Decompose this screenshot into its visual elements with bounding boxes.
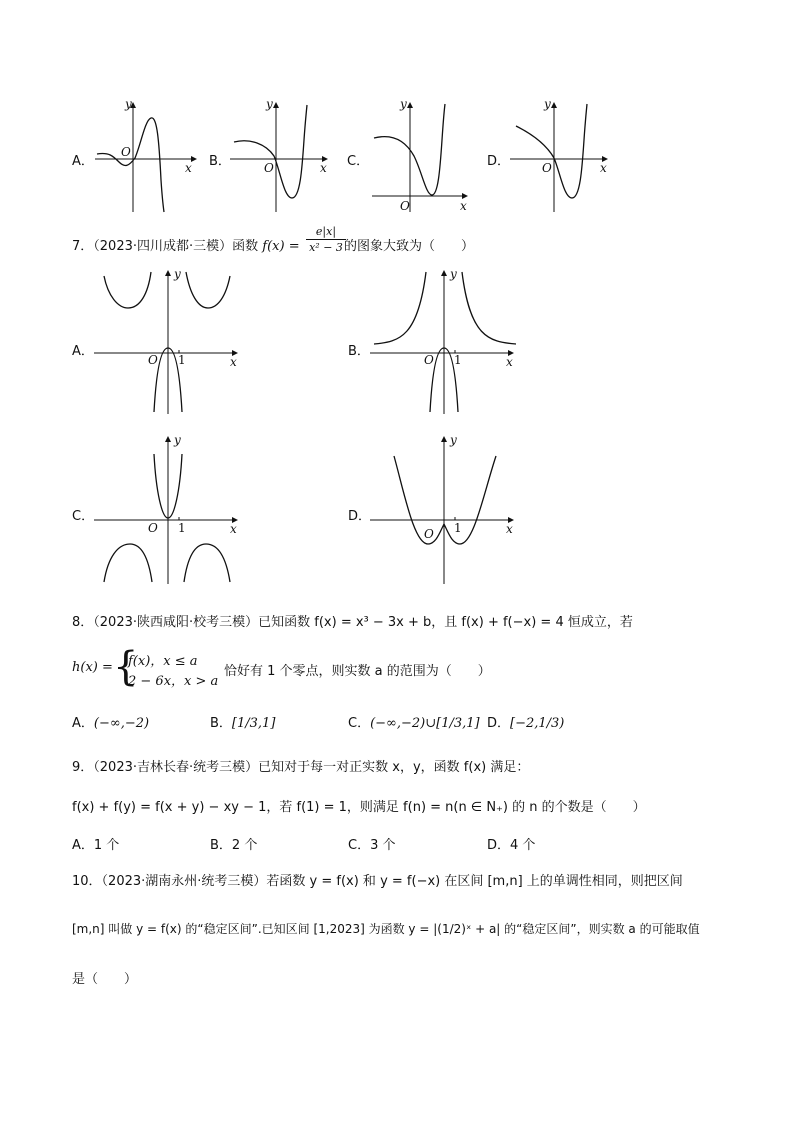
q9-source: （2023·吉林长春·统考三模） xyxy=(93,760,259,775)
origin-label: O xyxy=(148,521,158,535)
q6-graph-c xyxy=(370,97,480,215)
q7-graph-d xyxy=(370,432,520,587)
q9-number: 9． xyxy=(72,760,94,775)
q7-number: 7． xyxy=(72,239,94,254)
right-branch xyxy=(184,544,230,582)
q8-text: 已知函数 f(x) = x³ − 3x + b，且 f(x) + f(−x) = 4 恒成立，若 xyxy=(258,615,633,630)
q8-line1 xyxy=(72,611,633,630)
y-axis-label: y xyxy=(125,97,132,111)
q8-line2: 恰好有 1 个零点，则实数 a 的范围为（ ） xyxy=(224,664,491,679)
q9-text: 已知对于每一对正实数 x，y，函数 f(x) 满足： xyxy=(258,760,530,775)
q9-line1 xyxy=(72,756,529,775)
x-axis-label: x xyxy=(506,522,513,536)
option-label: B． xyxy=(210,838,232,853)
option-label: B． xyxy=(210,716,232,731)
q7-option-b-label: B． xyxy=(348,344,370,359)
origin-label: O xyxy=(148,353,158,367)
option-text: 2 个 xyxy=(231,838,258,853)
x-axis-label: x xyxy=(600,161,607,175)
y-axis-label: y xyxy=(174,433,181,447)
left-branch xyxy=(374,272,426,344)
curve xyxy=(516,104,587,198)
y-axis-arrow xyxy=(551,102,557,108)
q10-number: 10． xyxy=(72,874,102,889)
q7-stem-pre: 函数 xyxy=(232,239,263,254)
x-axis-label: x xyxy=(230,355,237,369)
tick-label-one: 1 xyxy=(454,353,462,367)
origin-label: O xyxy=(542,161,552,175)
option-label: A． xyxy=(72,838,94,853)
x-axis-label: x xyxy=(460,199,467,213)
y-axis-label: y xyxy=(174,267,181,281)
q7-option-d-label: D． xyxy=(348,509,372,524)
q7-stem-post: 的图象大致为（ ） xyxy=(344,239,475,254)
q7-graph-b xyxy=(370,266,520,416)
y-axis-arrow xyxy=(273,102,279,108)
option-label: C． xyxy=(348,716,371,731)
origin-label: O xyxy=(121,145,131,159)
q9-option-c[interactable] xyxy=(348,834,395,853)
q10-line2: [m,n] 叫做 y = f(x) 的“稳定区间”.已知区间 [1,2023] 为函数 y = |(1/2)ˣ + a| 的“稳定区间”，则实数 a 的可能取值 xyxy=(72,922,700,936)
q8-option-c[interactable] xyxy=(348,712,480,731)
q8-option-a[interactable] xyxy=(72,712,149,731)
curve xyxy=(97,118,164,212)
x-axis-label: x xyxy=(230,522,237,536)
q9-line2: f(x) + f(y) = f(x + y) − xy − 1，若 f(1) = 1，则满足 f(n) = n(n ∈ N₊) 的 n 的个数是（ ） xyxy=(72,800,646,815)
q7-frac-num: e|x| xyxy=(315,225,337,238)
tick-label-one: 1 xyxy=(178,353,186,367)
option-text: (−∞,−2)∪[1/3,1] xyxy=(370,716,480,731)
q8-number: 8． xyxy=(72,615,94,630)
fraction-bar xyxy=(306,239,346,240)
origin-label: O xyxy=(400,199,410,213)
q8-case1: f(x)，x ≤ a xyxy=(128,654,198,669)
y-axis-arrow xyxy=(441,270,447,276)
q9-option-b[interactable] xyxy=(210,834,257,853)
right-branch xyxy=(462,272,516,344)
q6-option-a-label: A． xyxy=(72,154,94,169)
x-axis-arrow xyxy=(191,156,197,162)
origin-label: O xyxy=(424,527,434,541)
q7-frac-den: x² − 3 xyxy=(309,241,343,254)
q6-option-d-label: D． xyxy=(487,154,511,169)
q6-option-b-label: B． xyxy=(209,154,231,169)
option-text: 3 个 xyxy=(370,838,396,853)
q8-case2: 2 − 6x，x > a xyxy=(128,674,219,689)
right-branch xyxy=(186,272,230,308)
origin-label: O xyxy=(264,161,274,175)
q7-source: （2023·四川成都·三模） xyxy=(93,239,233,254)
q10-source: （2023·湖南永州·统考三模） xyxy=(101,874,267,889)
q10-line3: 是（ ） xyxy=(72,972,138,987)
q10-text: 若函数 y = f(x) 和 y = f(−x) 在区间 [m,n] 上的单调性相同，则把区间 xyxy=(266,874,683,889)
y-axis-label: y xyxy=(400,97,407,111)
q8-option-b[interactable] xyxy=(210,712,275,731)
x-axis-label: x xyxy=(506,355,513,369)
q6-graph-b xyxy=(230,97,335,215)
curve xyxy=(234,105,307,198)
q6-option-c-label: C． xyxy=(347,154,370,169)
x-axis-label: x xyxy=(320,161,327,175)
option-text: 1 个 xyxy=(93,838,120,853)
q7-fraction xyxy=(306,225,346,254)
option-text: 4 个 xyxy=(510,838,536,853)
q9-option-d[interactable] xyxy=(487,834,535,853)
q7-graph-c xyxy=(94,432,244,587)
left-branch xyxy=(104,272,151,308)
option-text: [1/3,1] xyxy=(231,716,276,731)
y-axis-label: y xyxy=(266,97,273,111)
y-axis-label: y xyxy=(450,267,457,281)
tick-label-one: 1 xyxy=(454,521,462,535)
q8-option-d[interactable] xyxy=(487,712,564,731)
x-axis-label: x xyxy=(185,161,192,175)
left-branch xyxy=(104,544,152,582)
option-label: D． xyxy=(487,716,511,731)
q6-graph-a xyxy=(95,97,200,215)
q7-option-a-label: A． xyxy=(72,344,94,359)
piecewise-brace: { xyxy=(113,644,139,690)
origin-label: O xyxy=(424,353,434,367)
tick-label-one: 1 xyxy=(178,521,186,535)
q7-option-c-label: C． xyxy=(72,509,95,524)
y-axis-arrow xyxy=(165,270,171,276)
q8-source: （2023·陕西咸阳·校考三模） xyxy=(93,615,259,630)
option-text: (−∞,−2) xyxy=(93,716,150,731)
q7-graph-a xyxy=(94,266,244,416)
y-axis-arrow xyxy=(407,102,413,108)
q9-option-a[interactable] xyxy=(72,834,119,853)
curve xyxy=(394,456,496,544)
option-label: D． xyxy=(487,838,511,853)
option-text: [−2,1/3) xyxy=(510,716,565,731)
option-label: A． xyxy=(72,716,94,731)
y-axis-arrow xyxy=(441,436,447,442)
y-axis-arrow xyxy=(165,436,171,442)
option-label: C． xyxy=(348,838,371,853)
q7-stem xyxy=(72,235,300,254)
y-axis-label: y xyxy=(450,433,457,447)
q7-func: f(x) = xyxy=(262,239,300,254)
y-axis-label: y xyxy=(544,97,551,111)
q10-line1 xyxy=(72,870,683,889)
q6-graph-d xyxy=(510,97,615,215)
q8-h-def: h(x) = xyxy=(72,660,113,675)
